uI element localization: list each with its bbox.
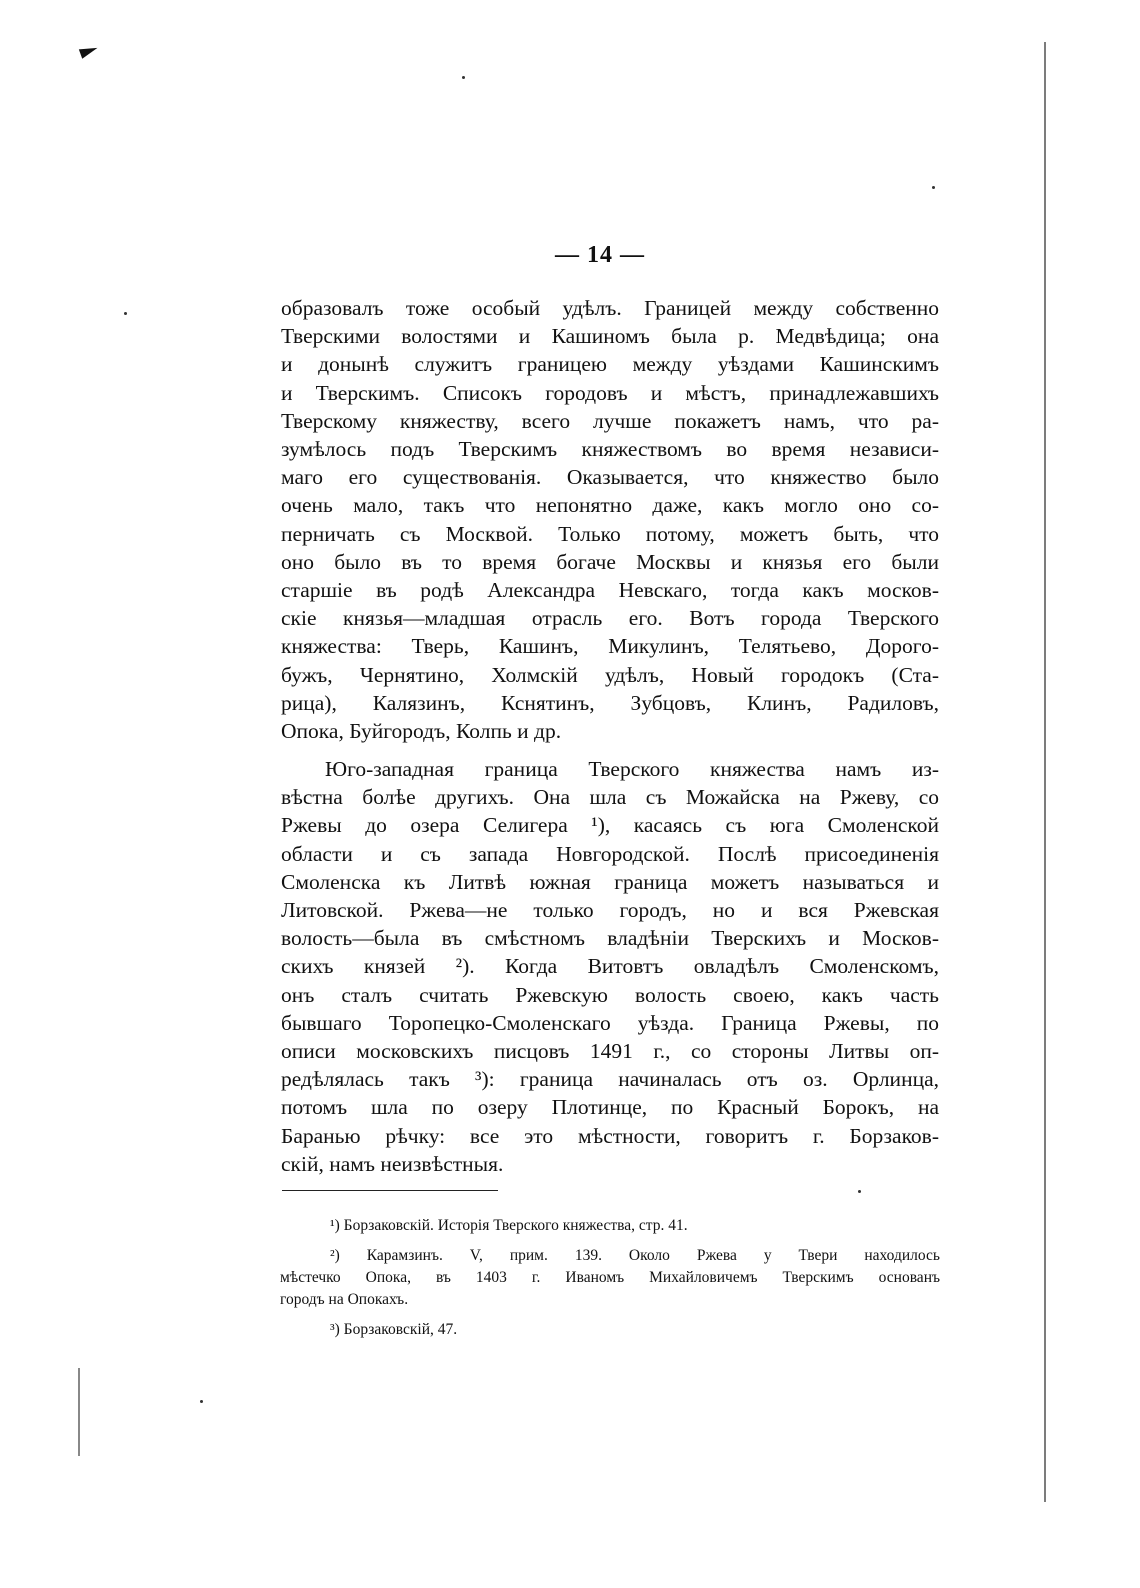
scan-speck [200, 1400, 203, 1403]
text-line: скіе князья—младшая отрасль его. Вотъ города Тверского [281, 606, 939, 631]
text-line: бужъ, Чернятино, Холмскій удѣлъ, Новый городокъ (Ста- [281, 662, 939, 687]
text-line: волость—была въ смѣстномъ владѣніи Тверскихъ и Москов- [281, 926, 939, 951]
corner-mark [79, 43, 99, 59]
footnote-line: ²) Карамзинъ. V, прим. 139. Около Ржева у Твери находилось [330, 1247, 940, 1264]
footnote-line: мѣстечко Опока, въ 1403 г. Иваномъ Михайловичемъ Тверскимъ основанъ [280, 1269, 940, 1286]
text-line: онъ сталъ считать Ржевскую волость своею, какъ часть [281, 982, 939, 1007]
scan-speck [932, 186, 935, 189]
footnotes [280, 1215, 940, 1349]
text-line: Опока, Буйгородъ, Колпь и др. [281, 719, 562, 744]
footnote-divider [282, 1190, 498, 1191]
scan-edge-line-left [78, 1368, 80, 1456]
text-line: Тверскому княжеству, всего лучше покажетъ намъ, что ра- [281, 408, 939, 433]
text-line: потомъ шла по озеру Плотинце, по Красный Борокъ, на [281, 1095, 939, 1120]
text-line: Тверскими волостями и Кашиномъ была р. Медвѣдица; она [281, 324, 939, 349]
scan-speck [462, 76, 465, 79]
text-line: вѣстна болѣе другихъ. Она шла съ Можайска на Ржеву, со [281, 785, 939, 810]
footnote-3 [280, 1319, 940, 1341]
text-line: Литовской. Ржева—не только городъ, но и вся Ржевская [281, 898, 939, 923]
text-line: скій, намъ неизвѣстныя. [281, 1151, 504, 1176]
text-line: оно было въ то время богаче Москвы и князья его были [281, 549, 939, 574]
text-line: области и съ запада Новгородской. Послѣ присоединенія [281, 841, 939, 866]
text-line: зумѣлось подъ Тверскимъ княжествомъ во время независи- [281, 437, 939, 462]
text-line: редѣлялась такъ ³): граница начиналась отъ оз. Орлинца, [281, 1067, 939, 1092]
text-line: бывшаго Торопецко-Смоленскаго уѣзда. Граница Ржевы, по [281, 1010, 939, 1035]
footnote-line: городъ на Опокахъ. [280, 1291, 409, 1308]
text-line: старшіе въ родѣ Александра Невскаго, тогда какъ москов- [281, 578, 939, 603]
footnote-1 [280, 1215, 940, 1237]
text-line: скихъ князей ²). Когда Витовтъ овладѣлъ Смоленскомъ, [281, 954, 939, 979]
footnote-line: ¹) Борзаковскій. Исторія Тверского княжества, стр. 41. [330, 1217, 688, 1234]
text-line: Баранью рѣчку: все это мѣстности, говоритъ г. Борзаков- [281, 1123, 939, 1148]
text-line: Ржевы до озера Селигера ¹), касаясь съ юга Смоленской [281, 813, 939, 838]
footnote-2 [280, 1245, 940, 1311]
scan-speck [858, 1190, 861, 1193]
text-line: очень мало, такъ что непонятно даже, какъ могло оно со- [281, 493, 939, 518]
text-line: княжества: Тверь, Кашинъ, Микулинъ, Телятьево, Дорого- [281, 634, 939, 659]
page-number: — 14 — [555, 242, 645, 268]
text-line: маго его существованія. Оказывается, что княжество было [281, 465, 939, 490]
text-line: Смоленска къ Литвѣ южная граница можетъ называться и [281, 869, 939, 894]
footnote-line: ³) Борзаковскій, 47. [330, 1321, 458, 1338]
text-line: образовалъ тоже особый удѣлъ. Границей между собственно [281, 296, 939, 320]
scan-speck [124, 312, 127, 315]
text-line: и донынѣ служитъ границею между уѣздами Кашинскимъ [281, 352, 939, 377]
text-line: и Тверскимъ. Списокъ городовъ и мѣстъ, принадлежавшихъ [281, 380, 939, 405]
text-line: перничать съ Москвой. Только потому, можетъ быть, что [281, 521, 939, 546]
text-line: Юго-западная граница Тверского княжества намъ из- [325, 757, 939, 781]
paragraph-2 [281, 755, 939, 1178]
text-line: описи московскихъ писцовъ 1491 г., со стороны Литвы оп- [281, 1039, 939, 1064]
text-line: рица), Калязинъ, Кснятинъ, Зубцовъ, Клинъ, Радиловъ, [281, 690, 939, 715]
paragraph-1 [281, 294, 939, 745]
